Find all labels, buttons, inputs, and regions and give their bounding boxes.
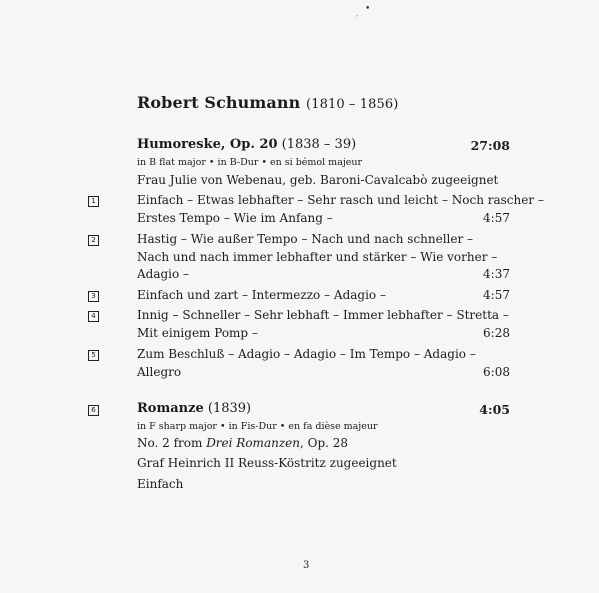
top-mark: • <box>365 4 371 14</box>
track-duration: 4:37 <box>483 267 510 281</box>
composer-years: (1810 – 1856) <box>306 97 399 112</box>
work-title: Humoreske, Op. 20 <box>137 137 278 152</box>
track-line: Nach und nach immer lebhafter und stärker – Wie vorher – <box>137 250 498 264</box>
work-title-romanze <box>137 401 251 416</box>
track-number-box: 3 <box>88 291 99 302</box>
key-line: in B flat major • in B-Dur • en si bémol majeur <box>137 157 363 168</box>
track-number-box: 5 <box>88 350 99 361</box>
page-number: 3 <box>303 560 310 571</box>
track-number-box: 6 <box>88 405 99 416</box>
track-line: Innig – Schneller – Sehr lebhaft – Immer lebhafter – Stretta – <box>137 308 509 322</box>
track-line: Adagio – <box>137 267 190 281</box>
source-line <box>137 436 348 450</box>
key-line: in F sharp major • in Fis-Dur • en fa dièse majeur <box>137 421 378 432</box>
source-prefix: No. 2 from <box>137 436 207 450</box>
track-number-box: 2 <box>88 235 99 246</box>
track-line: Allegro <box>137 365 182 379</box>
track-number-box: 1 <box>88 196 99 207</box>
track-line: Zum Beschluß – Adagio – Adagio – Im Tempo – Adagio – <box>137 347 476 361</box>
work-duration: 27:08 <box>470 138 510 153</box>
work-years: (1838 – 39) <box>281 137 357 152</box>
track-duration: 4:57 <box>483 211 510 225</box>
dedication: Frau Julie von Webenau, geb. Baroni-Cavalcabò zugeeignet <box>137 173 499 187</box>
source-title: Drei Romanzen <box>206 436 300 450</box>
work-duration: 4:05 <box>479 402 510 417</box>
tempo-marking: Einfach <box>137 477 184 491</box>
track-duration: 6:08 <box>483 365 510 379</box>
work-title-humoreske <box>137 137 356 152</box>
track-line: Einfach – Etwas lebhafter – Sehr rasch und leicht – Noch rascher – <box>137 193 544 207</box>
composer-name: Robert Schumann <box>137 93 301 112</box>
composer-heading <box>137 93 398 112</box>
track-line: Mit einigem Pomp – <box>137 326 258 340</box>
dedication: Graf Heinrich II Reuss-Köstritz zugeeignet <box>137 456 397 470</box>
track-line: Hastig – Wie außer Tempo – Nach und nach schneller – <box>137 232 474 246</box>
track-number-box: 4 <box>88 311 99 322</box>
track-duration: 4:57 <box>483 288 510 302</box>
work-years: (1839) <box>207 401 252 416</box>
track-duration: 6:28 <box>483 326 510 340</box>
track-line: Erstes Tempo – Wie im Anfang – <box>137 211 333 225</box>
work-title: Romanze <box>137 401 204 416</box>
top-mark-small: ’ <box>356 15 358 22</box>
source-suffix: , Op. 28 <box>299 436 349 450</box>
track-line: Einfach und zart – Intermezzo – Adagio – <box>137 288 386 302</box>
